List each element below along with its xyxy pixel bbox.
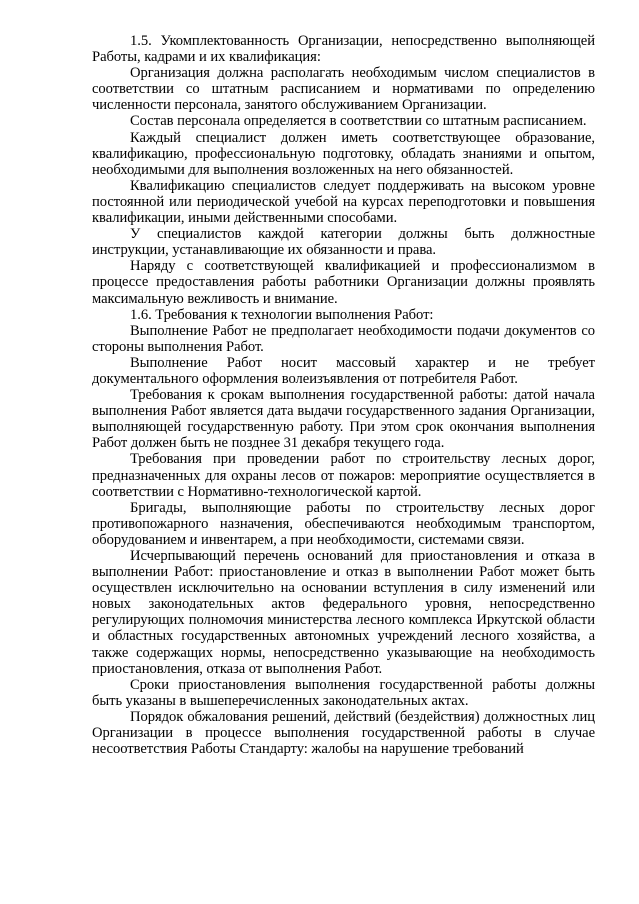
paragraph: Исчерпывающий перечень оснований для приостановления и отказа в выполнении Работ: приостановление и отказ в выполнении Работ может быть осуществлен исключительно на основании вступления в силу изменений или новых законодательных актов федерального уровня, непосредственно регулирующих полномочия министерства лесного комплекса Иркутской области и областных государственных автономных учреждений лесного хозяйства, а также содержащих нормы, непосредственно указывающие на необходимость приостановления, отказа от выполнения Работ. — [92, 548, 595, 677]
document-page — [92, 33, 595, 757]
paragraph: Выполнение Работ не предполагает необходимости подачи документов со стороны выполнения Работ. — [92, 322, 595, 355]
paragraph: У специалистов каждой категории должны быть должностные инструкции, устанавливающие их обязанности и права. — [92, 226, 595, 259]
paragraph: Порядок обжалования решений, действий (бездействия) должностных лиц Организации в процессе выполнения государственной работы в случае несоответствия Работы Стандарту: жалобы на нарушение требований — [92, 708, 595, 758]
section-heading-staffing: 1.5. Укомплектованность Организации, непосредственно выполняющей Работы, кадрами и их квалификация: — [92, 33, 595, 66]
paragraph: Состав персонала определяется в соответствии со штатным расписанием. — [130, 113, 587, 130]
paragraph: Квалификацию специалистов следует поддерживать на высоком уровне постоянной или периодической учебой на курсах переподготовки и повышения квалификации, иными действенными способами. — [92, 177, 595, 227]
paragraph: Наряду с соответствующей квалификацией и профессионализмом в процессе предоставления работы работники Организации должны проявлять максимальную вежливость и внимание. — [92, 258, 595, 307]
paragraph: Бригады, выполняющие работы по строительству лесных дорог противопожарного назначения, обеспечиваются необходимым транспортом, оборудованием и инвентарем, а при необходимости, системами связи. — [92, 499, 595, 548]
paragraph: Выполнение Работ носит массовый характер и не требует документального оформления волеизъявления от потребителя Работ. — [92, 354, 595, 387]
paragraph: Требования к срокам выполнения государственной работы: датой начала выполнения Работ является дата выдачи государственного задания Организации, выполняющей государственную работу. При этом срок окончания выполнения Работ должен быть не позднее 31 декабря текущего года. — [92, 387, 595, 452]
paragraph: Требования при проведении работ по строительству лесных дорог, предназначенных для охраны лесов от пожаров: мероприятие осуществляется в соответствии с Нормативно-технологической картой. — [92, 451, 595, 500]
paragraph: Сроки приостановления выполнения государственной работы должны быть указаны в вышеперечисленных законодательных актах. — [92, 676, 595, 709]
paragraph: Каждый специалист должен иметь соответствующее образование, квалификацию, профессиональную подготовку, обладать знаниями и опытом, необходимыми для выполнения возложенных на него обязанностей. — [92, 129, 595, 178]
section-heading-technology: 1.6. Требования к технологии выполнения Работ: — [130, 306, 434, 323]
paragraph: Организация должна располагать необходимым числом специалистов в соответствии со штатным расписанием и нормативами по определению численности персонала, занятого обслуживанием Организации. — [92, 65, 595, 114]
